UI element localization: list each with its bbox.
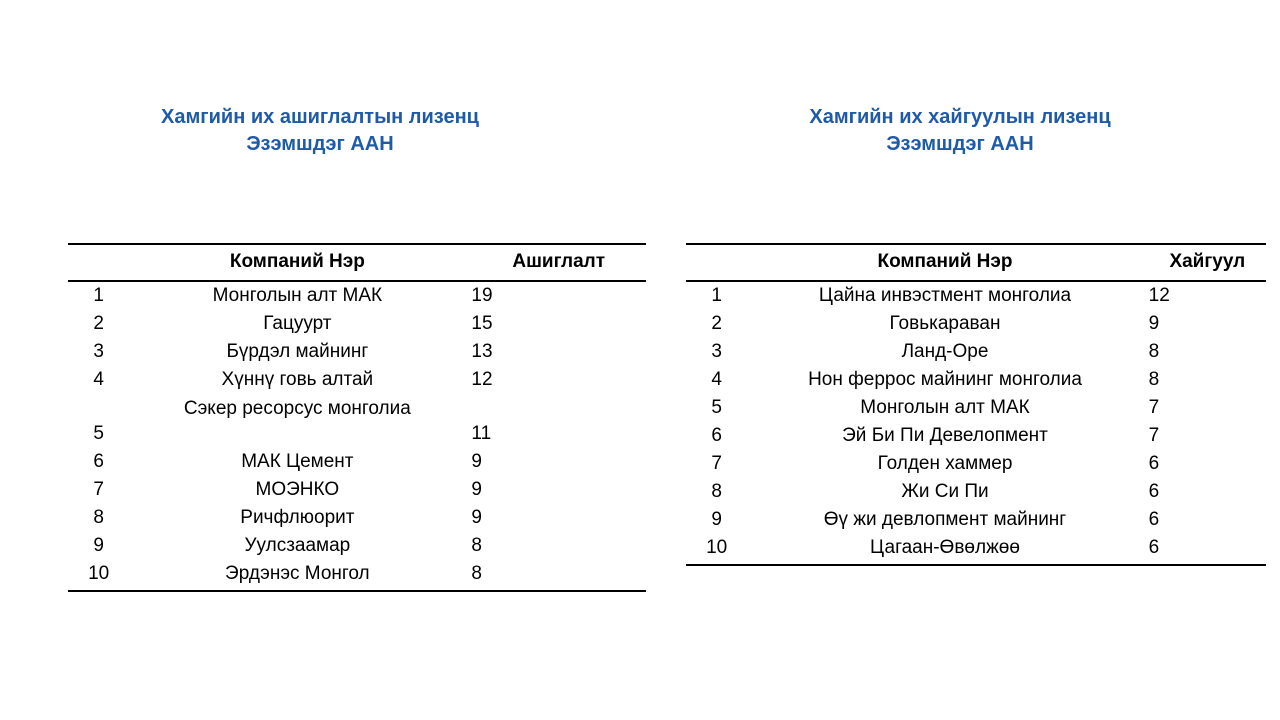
right-header-rank [686,244,747,281]
right-row-4-name: Нон феррос майнинг монголиа [808,369,1082,390]
right-table-head [686,244,1266,281]
right-title-line-2: Эзэмшдэг ААН [886,133,1034,155]
left-row-9-rank: 9 [93,535,104,556]
left-row-4-rank: 4 [93,369,104,390]
left-row-5-name: Сэкер ресорсус монголиа [183,398,411,419]
left-row-6-rank: 6 [93,451,104,472]
table-row [686,450,1266,478]
right-row-8-name: Жи Си Пи [901,481,989,502]
table-row [68,476,646,504]
right-row-4-rank: 4 [711,369,722,390]
right-row-8-value: 6 [1148,481,1160,502]
table-row [686,422,1266,450]
right-row-3-name: Ланд-Оре [901,341,989,362]
left-row-5-rank [68,394,129,448]
left-row-7-name: МОЭНКО [255,479,340,500]
left-row-2-rank: 2 [93,313,104,334]
table-row [68,281,646,310]
right-row-1-rank: 1 [711,285,722,306]
left-header-row [68,244,646,281]
left-row-8-rank: 8 [93,507,104,528]
right-row-10-value: 6 [1143,534,1266,565]
table-row [686,366,1266,394]
right-row-2-rank: 2 [711,313,722,334]
right-table-container [686,243,1266,566]
left-title-line-2: Эзэмшдэг ААН [246,133,394,155]
table-row [68,448,646,476]
right-row-7-value: 6 [1148,453,1160,474]
right-rank-table [686,243,1266,566]
table-row [686,506,1266,534]
left-row-1-value: 19 [471,285,493,306]
left-row-3-value: 13 [471,341,493,362]
left-panel-title [0,104,640,158]
left-row-9-value: 8 [471,535,482,556]
table-row [68,504,646,532]
table-row [68,310,646,338]
right-row-5-name: Монголын алт МАК [860,397,1030,418]
left-row-9-name: Уулсзаамар [244,535,351,556]
left-row-3-name: Бүрдэл майнинг [226,341,369,362]
right-header-company-name: Компаний Нэр [747,244,1142,281]
left-row-1-name: Монголын алт МАК [212,285,383,306]
left-row-6-value: 9 [471,451,482,472]
right-row-5-rank: 5 [711,397,722,418]
right-row-10-name: Цагаан-Өвөлжөө [747,534,1142,565]
left-row-5-rank-spacer [68,397,129,423]
left-header-rank [68,244,129,281]
right-title-line-1: Хамгийн их хайгуулын лизенц [809,106,1111,128]
table-row [686,394,1266,422]
right-row-2-value: 9 [1148,313,1160,334]
left-header-company-name: Компаний Нэр [129,244,465,281]
right-row-10-rank: 10 [686,534,747,565]
left-row-5-rank-value: 5 [93,423,104,444]
left-row-2-value: 15 [471,313,493,334]
table-row [68,366,646,394]
left-row-7-rank: 7 [93,479,104,500]
right-row-3-value: 8 [1148,341,1160,362]
right-row-7-rank: 7 [711,453,722,474]
left-row-8-value: 9 [471,507,482,528]
right-row-9-rank: 9 [711,509,722,530]
left-row-5-value-number: 11 [471,423,492,444]
left-row-10-rank: 10 [68,560,129,591]
left-row-4-name: Хүннү говь алтай [221,369,374,390]
left-row-6-name: МАК Цемент [241,451,354,472]
right-panel-title [640,104,1280,158]
right-row-1-value: 12 [1148,285,1170,306]
right-row-6-name: Эй Би Пи Девелопмент [842,425,1048,446]
table-row [686,478,1266,506]
right-header-row [686,244,1266,281]
left-table-head [68,244,646,281]
table-row [686,338,1266,366]
table-row [68,338,646,366]
right-row-6-value: 7 [1148,425,1160,446]
left-table-container [68,243,646,592]
left-title-line-1: Хамгийн их ашиглалтын лизенц [161,106,479,128]
table-row [686,534,1266,565]
left-rank-table [68,243,646,592]
left-header-value: Ашиглалт [465,244,646,281]
table-row [68,560,646,591]
table-row [686,310,1266,338]
right-table-body [686,281,1266,565]
left-row-10-value: 8 [465,560,646,591]
left-row-7-value: 9 [471,479,482,500]
left-row-1-rank: 1 [93,285,104,306]
right-row-8-rank: 8 [711,481,722,502]
right-header-value: Хайгуул [1143,244,1266,281]
right-row-1-name: Цайна инвэстмент монголиа [818,285,1072,306]
right-row-7-name: Голден хаммер [877,453,1013,474]
right-row-5-value: 7 [1148,397,1160,418]
table-row [68,532,646,560]
right-row-9-value: 6 [1148,509,1160,530]
table-row [686,281,1266,310]
left-row-3-rank: 3 [93,341,104,362]
right-row-4-value: 8 [1148,369,1160,390]
left-table-body [68,281,646,591]
panel-exploration-licenses [640,0,1280,720]
left-row-4-value: 12 [471,369,493,390]
left-row-8-name: Ричфлюорит [240,507,355,528]
right-row-9-name: Өү жи девлопмент майнинг [823,509,1067,530]
table-row [68,394,646,448]
left-row-5-value-spacer [471,397,646,423]
right-row-3-rank: 3 [711,341,722,362]
left-row-2-name: Гацуурт [263,313,332,334]
right-row-6-rank: 6 [711,425,722,446]
right-row-2-name: Говькараван [889,313,1001,334]
left-row-10-name: Эрдэнэс Монгол [129,560,465,591]
left-row-5-value [465,394,646,448]
